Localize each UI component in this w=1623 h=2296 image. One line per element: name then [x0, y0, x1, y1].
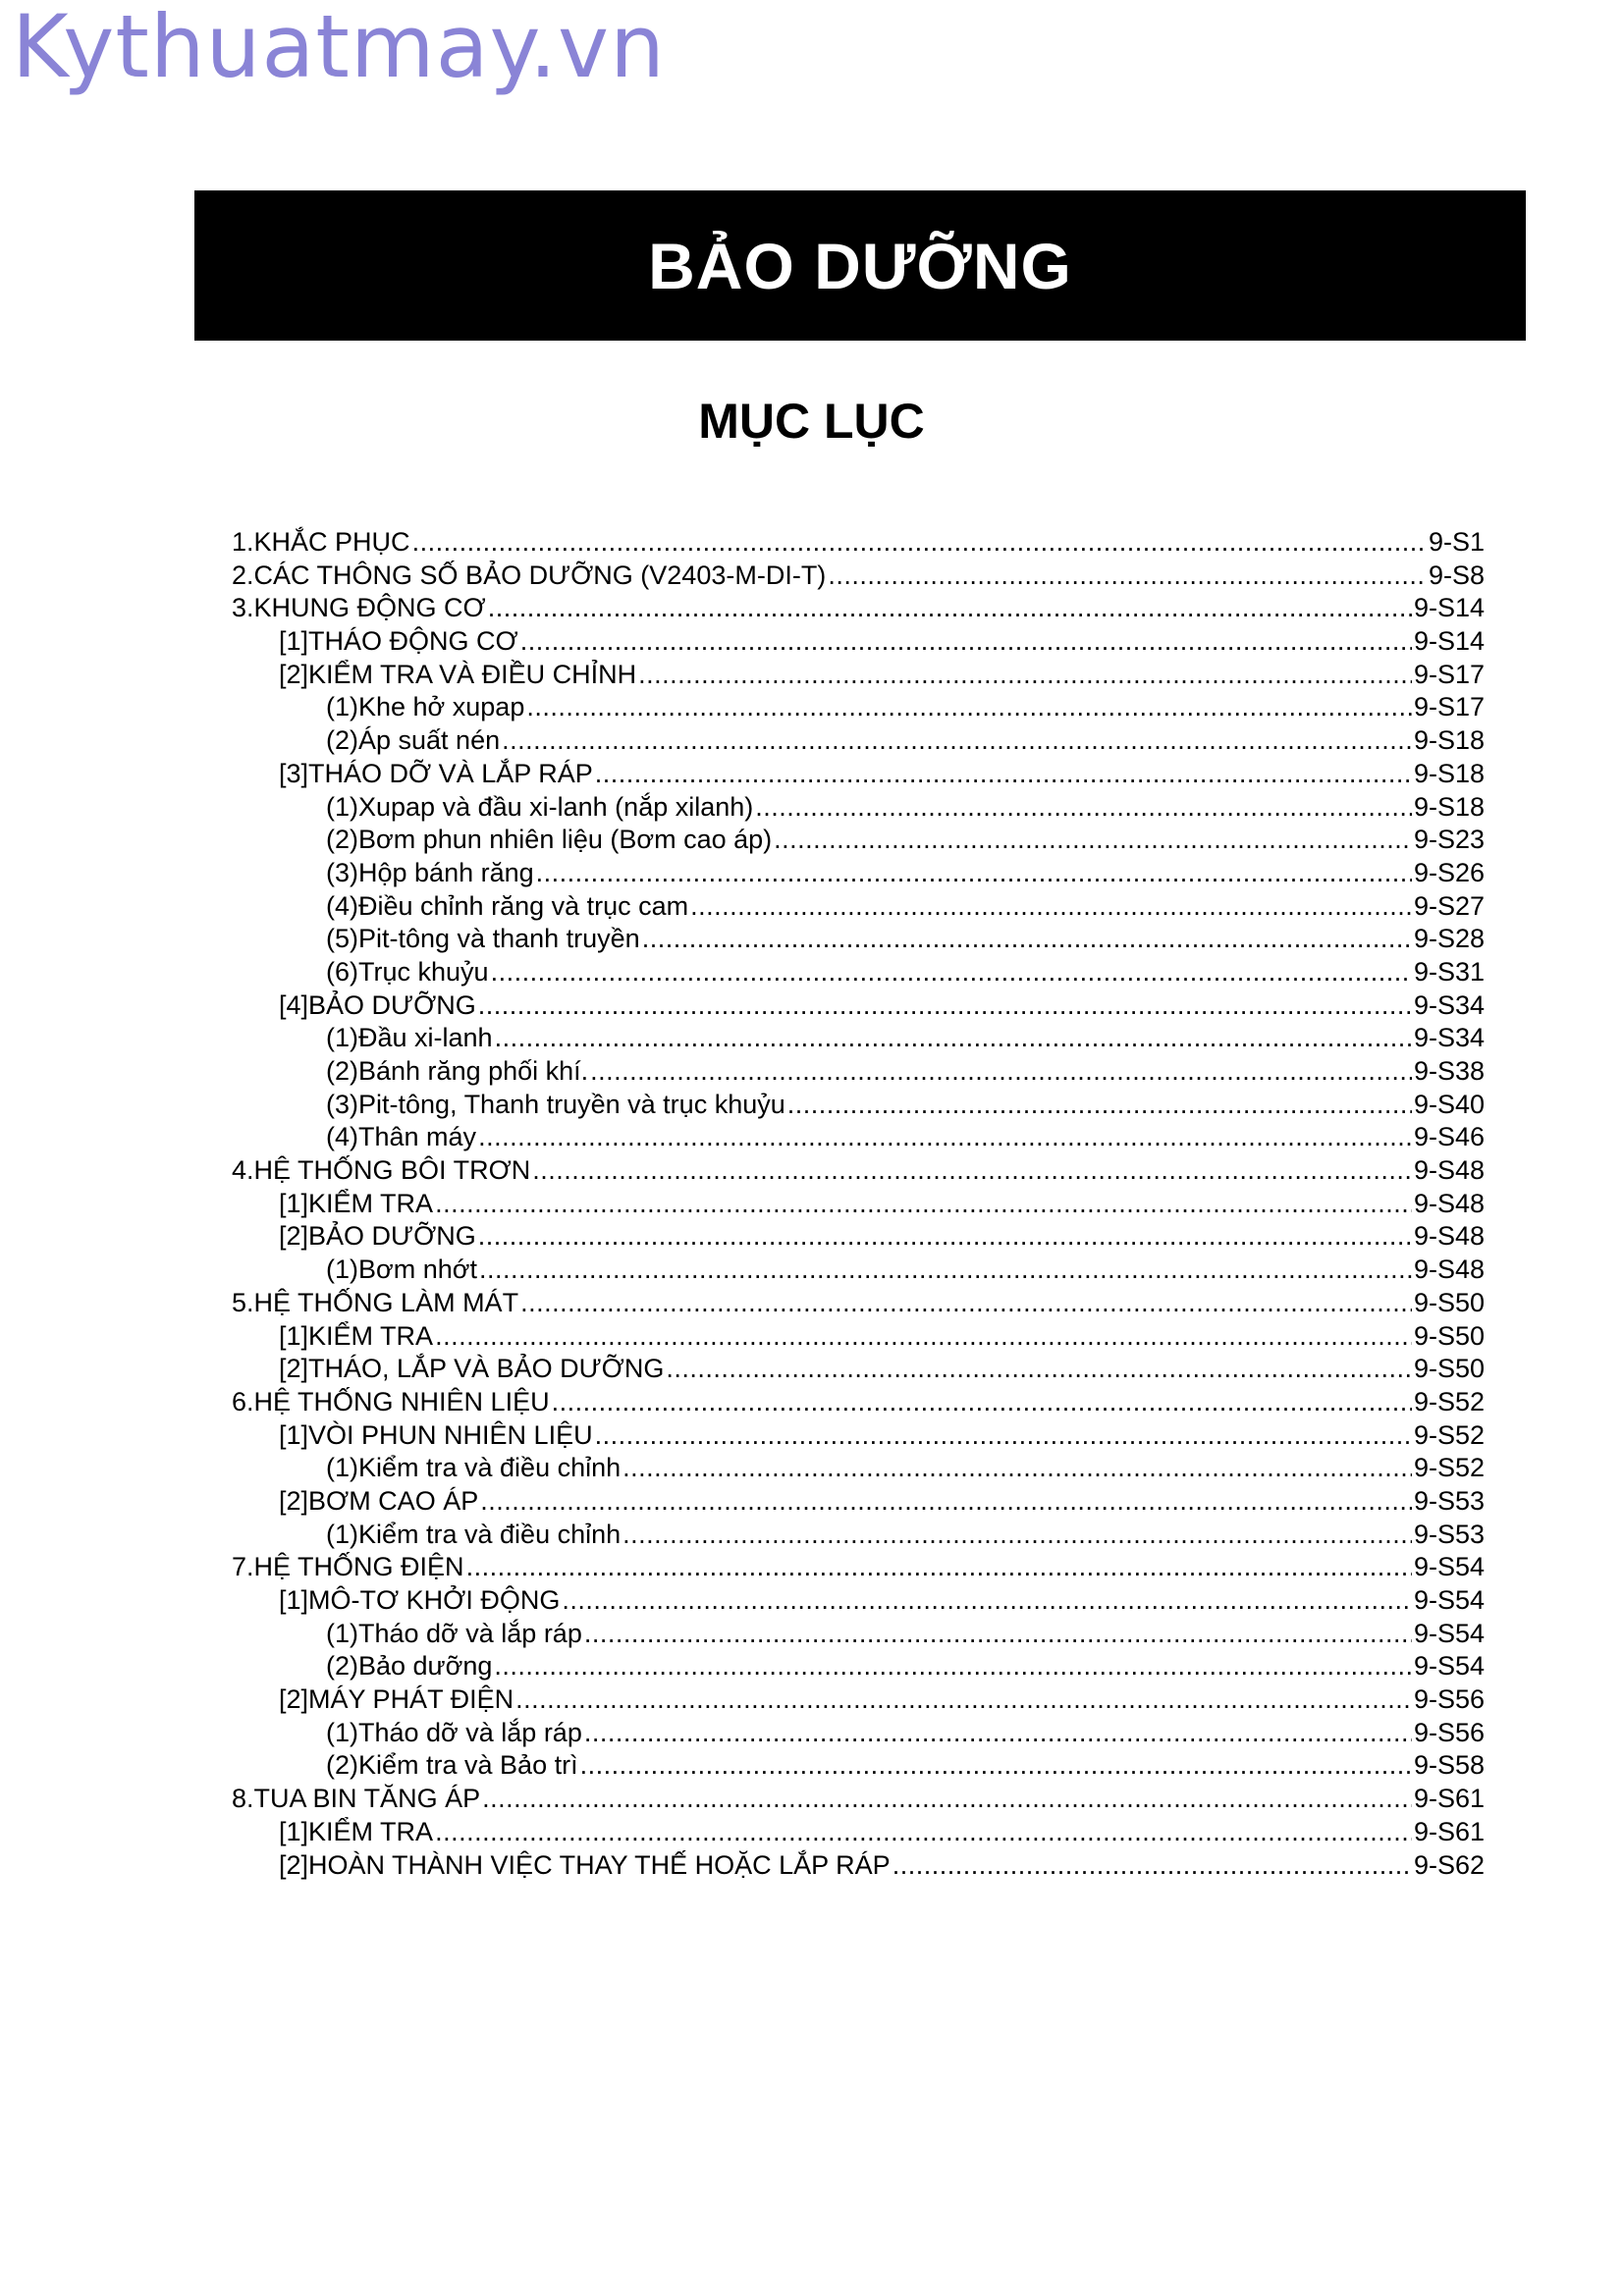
toc-entry-page: 9-S8 [1428, 560, 1485, 590]
toc-entry-page: 9-S48 [1413, 1155, 1485, 1186]
toc-entry-page: 9-S50 [1413, 1320, 1485, 1351]
toc-entry-title: Pit-tông và thanh truyền [358, 924, 640, 954]
toc-entry-page: 9-S23 [1413, 825, 1485, 855]
toc-entry[interactable] [232, 724, 1485, 758]
toc-entry-page: 9-S58 [1413, 1750, 1485, 1781]
toc-entry-title: Kiểm tra và Bảo trì [358, 1750, 578, 1781]
toc-entry-number: (2) [326, 1651, 358, 1682]
toc-entry-title: THÁO DỠ VÀ LẮP RÁP [308, 758, 593, 788]
toc-entry-number: [1] [279, 626, 309, 657]
toc-entry-page: 9-S52 [1413, 1386, 1485, 1416]
toc-entry-page: 9-S34 [1413, 1023, 1485, 1053]
toc-leader-dots [435, 1320, 1412, 1354]
toc-entry[interactable] [232, 1749, 1485, 1783]
toc-entry[interactable] [232, 1849, 1485, 1883]
toc-entry-number: 5. [232, 1287, 254, 1317]
toc-entry-page: 9-S28 [1413, 924, 1485, 954]
title-banner [194, 190, 1526, 341]
toc-entry[interactable] [232, 1154, 1485, 1188]
toc-entry-number: [1] [279, 1585, 309, 1615]
toc-entry-page: 9-S52 [1413, 1419, 1485, 1450]
toc-entry[interactable] [232, 1452, 1485, 1485]
toc-entry-title: HỆ THỐNG BÔI TRƠN [253, 1155, 531, 1186]
toc-entry-number: (2) [326, 725, 358, 756]
toc-entry[interactable] [232, 758, 1485, 791]
toc-entry-number: (1) [326, 1453, 358, 1483]
toc-entry[interactable] [232, 1353, 1485, 1386]
toc-entry-page: 9-S54 [1413, 1651, 1485, 1682]
toc-leader-dots [480, 1485, 1412, 1519]
toc-entry-page: 9-S61 [1413, 1816, 1485, 1846]
toc-entry-title: Tháo dỡ và lắp ráp [358, 1618, 582, 1648]
toc-leader-dots [491, 956, 1412, 989]
toc-entry-number: (2) [326, 825, 358, 855]
toc-entry-number: 2. [232, 560, 254, 590]
toc-entry-page: 9-S18 [1413, 791, 1485, 822]
toc-leader-dots [515, 1683, 1412, 1717]
toc-entry-title: HỆ THỐNG LÀM MÁT [253, 1287, 519, 1317]
toc-entry-title: Bảo dưỡng [358, 1651, 493, 1682]
toc-leader-dots [774, 824, 1412, 857]
toc-entry-page: 9-S27 [1413, 890, 1485, 921]
toc-entry[interactable] [232, 1254, 1485, 1287]
toc-entry[interactable] [232, 890, 1485, 924]
toc-entry[interactable] [232, 1551, 1485, 1584]
toc-entry-number: (1) [326, 692, 358, 722]
toc-leader-dots [526, 691, 1412, 724]
toc-entry-title: KHUNG ĐỘNG CƠ [253, 593, 486, 623]
toc-entry[interactable] [232, 1386, 1485, 1419]
toc-entry-number: [2] [279, 1221, 309, 1252]
toc-entry-number: [2] [279, 1354, 309, 1384]
toc-entry-page: 9-S14 [1413, 626, 1485, 657]
toc-entry-number: [1] [279, 1419, 309, 1450]
toc-entry-number: [1] [279, 1320, 309, 1351]
toc-entry-title: BƠM CAO ÁP [308, 1485, 479, 1516]
toc-leader-dots [893, 1849, 1412, 1883]
toc-entry-title: CÁC THÔNG SỐ BẢO DƯỠNG (V2403-M-DI-T) [253, 560, 827, 590]
toc-entry[interactable] [232, 1683, 1485, 1717]
toc-entry-title: MÁY PHÁT ĐIỆN [308, 1684, 514, 1715]
toc-leader-dots [642, 923, 1412, 956]
toc-entry-number: (1) [326, 1023, 358, 1053]
toc-leader-dots [435, 1816, 1412, 1849]
toc-entry-number: (6) [326, 956, 358, 987]
toc-leader-dots [488, 592, 1412, 625]
toc-entry-title: Hộp bánh răng [358, 857, 534, 887]
toc-entry-title: Áp suất nén [358, 725, 501, 756]
toc-entry[interactable] [232, 1816, 1485, 1849]
toc-entry[interactable] [232, 1220, 1485, 1254]
toc-leader-dots [580, 1749, 1412, 1783]
toc-leader-dots [478, 989, 1412, 1023]
toc-entry-page: 9-S50 [1413, 1354, 1485, 1384]
toc-entry[interactable] [232, 659, 1485, 692]
toc-entry-title: KHẮC PHỤC [253, 527, 410, 557]
toc-entry[interactable] [232, 1419, 1485, 1453]
toc-entry-number: (4) [326, 890, 358, 921]
toc-entry[interactable] [232, 824, 1485, 857]
toc-entry-number: (1) [326, 1618, 358, 1648]
toc-leader-dots [595, 758, 1412, 791]
toc-entry[interactable] [232, 1485, 1485, 1519]
toc-entry-page: 9-S56 [1413, 1717, 1485, 1747]
toc-entry-page: 9-S48 [1413, 1188, 1485, 1218]
toc-entry-title: HOÀN THÀNH VIỆC THAY THẾ HOẶC LẮP RÁP [308, 1849, 891, 1880]
toc-entry-number: [1] [279, 1816, 309, 1846]
toc-entry-number: [4] [279, 989, 309, 1020]
toc-entry-title: VÒI PHUN NHIÊN LIỆU [308, 1419, 593, 1450]
toc-entry-page: 9-S54 [1413, 1618, 1485, 1648]
toc-leader-dots [622, 1519, 1412, 1552]
toc-leader-dots [638, 659, 1412, 692]
toc-entry-number: (2) [326, 1750, 358, 1781]
toc-leader-dots [690, 890, 1412, 924]
toc-leader-dots [466, 1551, 1412, 1584]
toc-entry-page: 9-S48 [1413, 1255, 1485, 1285]
toc-entry-title: Trục khuỷu [358, 956, 489, 987]
toc-entry[interactable] [232, 1320, 1485, 1354]
toc-entry-number: (3) [326, 857, 358, 887]
toc-leader-dots [584, 1618, 1412, 1651]
toc-entry[interactable] [232, 791, 1485, 825]
toc-leader-dots [478, 1121, 1412, 1154]
toc-entry-number: [1] [279, 1188, 309, 1218]
toc-entry-title: Kiểm tra và điều chỉnh [358, 1453, 622, 1483]
toc-entry-title: HỆ THỐNG NHIÊN LIỆU [253, 1386, 550, 1416]
toc-entry-page: 9-S38 [1413, 1056, 1485, 1086]
toc-entry-number: 6. [232, 1386, 254, 1416]
toc-leader-dots [520, 625, 1412, 659]
toc-entry[interactable] [232, 1287, 1485, 1320]
toc-entry-title: Xupap và đầu xi-lanh (nắp xilanh) [358, 791, 754, 822]
toc-entry[interactable] [232, 1055, 1485, 1089]
toc-entry-number: (1) [326, 1717, 358, 1747]
toc-entry-number: (1) [326, 791, 358, 822]
toc-entry[interactable] [232, 1188, 1485, 1221]
toc-entry-page: 9-S40 [1413, 1089, 1485, 1119]
toc-entry-number: 1. [232, 527, 254, 557]
toc-entry-title: Pit-tông, Thanh truyền và trục khuỷu [358, 1089, 785, 1119]
toc-entry-page: 9-S48 [1413, 1221, 1485, 1252]
toc-entry-title: MÔ-TƠ KHỞI ĐỘNG [308, 1585, 561, 1615]
toc-entry[interactable] [232, 526, 1485, 560]
toc-entry[interactable] [232, 989, 1485, 1023]
toc-leader-dots [435, 1188, 1412, 1221]
page-title: BẢO DƯỠNG [648, 229, 1072, 302]
toc-leader-dots [479, 1254, 1412, 1287]
toc-entry-number: 4. [232, 1155, 254, 1186]
toc-entry-title: Đầu xi-lanh [358, 1023, 493, 1053]
toc-leader-dots [787, 1089, 1412, 1122]
toc-entry-number: [3] [279, 758, 309, 788]
toc-entry[interactable] [232, 1717, 1485, 1750]
toc-entry-page: 9-S31 [1413, 956, 1485, 987]
toc-entry[interactable] [232, 691, 1485, 724]
toc-leader-dots [584, 1717, 1412, 1750]
toc-entry-page: 9-S53 [1413, 1485, 1485, 1516]
toc-entry[interactable] [232, 1618, 1485, 1651]
toc-entry-number: [2] [279, 1684, 309, 1715]
toc-entry-title: BẢO DƯỠNG [308, 989, 476, 1020]
toc-leader-dots [478, 1220, 1412, 1254]
toc-entry-page: 9-S54 [1413, 1585, 1485, 1615]
toc-entry[interactable] [232, 560, 1485, 593]
toc-entry-title: KIỂM TRA [308, 1816, 434, 1846]
toc-entry[interactable] [232, 625, 1485, 659]
toc-leader-dots [552, 1386, 1412, 1419]
toc-entry-number: (2) [326, 1056, 358, 1086]
toc-leader-dots [622, 1452, 1412, 1485]
toc-entry-number: [2] [279, 1849, 309, 1880]
toc-entry-title: Điều chỉnh răng và trục cam [358, 890, 689, 921]
toc-entry[interactable] [232, 1121, 1485, 1154]
table-of-contents [232, 526, 1485, 1882]
toc-entry-page: 9-S52 [1413, 1453, 1485, 1483]
toc-entry-page: 9-S18 [1413, 758, 1485, 788]
toc-leader-dots [532, 1154, 1412, 1188]
toc-entry-page: 9-S46 [1413, 1122, 1485, 1152]
toc-entry-page: 9-S18 [1413, 725, 1485, 756]
toc-entry-number: 7. [232, 1552, 254, 1582]
toc-leader-dots [495, 1022, 1412, 1055]
toc-leader-dots [520, 1287, 1412, 1320]
toc-entry[interactable] [232, 1089, 1485, 1122]
toc-leader-dots [755, 791, 1412, 825]
toc-entry-number: [2] [279, 1485, 309, 1516]
toc-entry-page: 9-S62 [1413, 1849, 1485, 1880]
toc-entry-title: TUA BIN TĂNG ÁP [253, 1784, 481, 1814]
toc-entry-title: KIỂM TRA VÀ ĐIỀU CHỈNH [308, 659, 637, 689]
toc-entry-title: Bánh răng phối khí. [358, 1056, 589, 1086]
toc-entry-title: Bơm nhớt [358, 1255, 477, 1285]
toc-entry-title: Bơm phun nhiên liệu (Bơm cao áp) [358, 825, 773, 855]
toc-leader-dots [666, 1353, 1412, 1386]
toc-entry-title: HỆ THỐNG ĐIỆN [253, 1552, 464, 1582]
toc-entry-page: 9-S61 [1413, 1784, 1485, 1814]
toc-entry[interactable] [232, 1519, 1485, 1552]
toc-entry[interactable] [232, 1022, 1485, 1055]
toc-entry-number: (1) [326, 1255, 358, 1285]
toc-leader-dots [536, 857, 1412, 890]
toc-entry-number: (5) [326, 924, 358, 954]
toc-entry-page: 9-S34 [1413, 989, 1485, 1020]
toc-entry[interactable] [232, 592, 1485, 625]
toc-leader-dots [590, 1055, 1412, 1089]
toc-entry-page: 9-S17 [1413, 692, 1485, 722]
toc-entry-number: (1) [326, 1519, 358, 1549]
toc-entry-page: 9-S17 [1413, 659, 1485, 689]
toc-leader-dots [482, 1783, 1412, 1816]
toc-leader-dots [562, 1584, 1412, 1618]
toc-entry[interactable] [232, 1584, 1485, 1618]
toc-entry[interactable] [232, 923, 1485, 956]
toc-entry-number: (3) [326, 1089, 358, 1119]
watermark-text: Kythuatmay.vn [12, 0, 666, 97]
toc-entry-number: 3. [232, 593, 254, 623]
toc-entry[interactable] [232, 857, 1485, 890]
toc-entry-page: 9-S56 [1413, 1684, 1485, 1715]
toc-leader-dots [412, 526, 1427, 560]
toc-entry[interactable] [232, 1783, 1485, 1816]
toc-leader-dots [595, 1419, 1412, 1453]
toc-entry-page: 9-S14 [1413, 593, 1485, 623]
toc-entry-page: 9-S50 [1413, 1287, 1485, 1317]
toc-entry[interactable] [232, 1650, 1485, 1683]
toc-entry-title: KIỂM TRA [308, 1320, 434, 1351]
toc-entry-title: BẢO DƯỠNG [308, 1221, 476, 1252]
toc-leader-dots [502, 724, 1412, 758]
toc-leader-dots [828, 560, 1427, 593]
toc-entry-title: Thân máy [358, 1122, 477, 1152]
toc-entry-page: 9-S1 [1428, 527, 1485, 557]
toc-entry-title: Tháo dỡ và lắp ráp [358, 1717, 582, 1747]
toc-entry-page: 9-S54 [1413, 1552, 1485, 1582]
toc-entry-page: 9-S53 [1413, 1519, 1485, 1549]
toc-entry-number: (4) [326, 1122, 358, 1152]
toc-entry-title: THÁO, LẮP VÀ BẢO DƯỠNG [308, 1354, 665, 1384]
toc-entry-number: [2] [279, 659, 309, 689]
toc-entry[interactable] [232, 956, 1485, 989]
toc-entry-title: THÁO ĐỘNG CƠ [308, 626, 518, 657]
toc-entry-title: Kiểm tra và điều chỉnh [358, 1519, 622, 1549]
toc-entry-title: Khe hở xupap [358, 692, 525, 722]
toc-entry-title: KIỂM TRA [308, 1188, 434, 1218]
toc-leader-dots [494, 1650, 1412, 1683]
toc-entry-page: 9-S26 [1413, 857, 1485, 887]
toc-heading: MỤC LỤC [698, 394, 925, 449]
toc-entry-number: 8. [232, 1784, 254, 1814]
